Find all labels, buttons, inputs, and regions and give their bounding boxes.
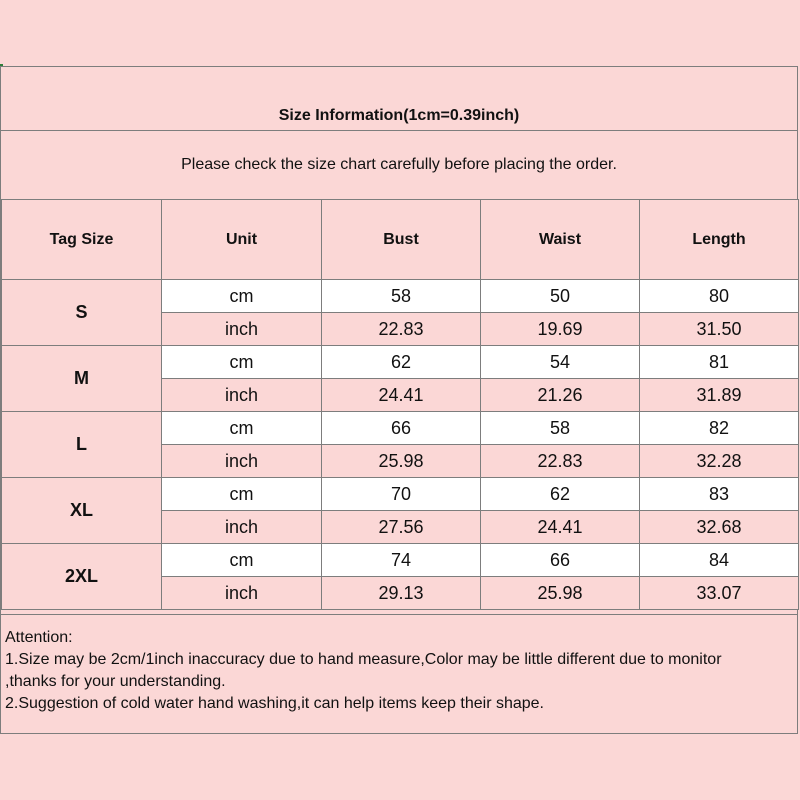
- header-bust: Bust: [322, 200, 481, 280]
- waist-cell: 62: [481, 478, 640, 511]
- unit-cell: cm: [162, 412, 322, 445]
- header-length: Length: [640, 200, 799, 280]
- waist-cell: 22.83: [481, 445, 640, 478]
- waist-cell: 58: [481, 412, 640, 445]
- length-cell: 32.68: [640, 511, 799, 544]
- waist-cell: 19.69: [481, 313, 640, 346]
- unit-cell: cm: [162, 280, 322, 313]
- unit-cell: inch: [162, 577, 322, 610]
- unit-cell: inch: [162, 445, 322, 478]
- unit-cell: inch: [162, 511, 322, 544]
- table-row: [2, 346, 799, 379]
- unit-cell: inch: [162, 379, 322, 412]
- waist-cell: 54: [481, 346, 640, 379]
- header-unit: Unit: [162, 200, 322, 280]
- waist-cell: 25.98: [481, 577, 640, 610]
- bust-cell: 25.98: [322, 445, 481, 478]
- table-row: [2, 478, 799, 511]
- header-tag-size: Tag Size: [2, 200, 162, 280]
- bust-cell: 29.13: [322, 577, 481, 610]
- length-cell: 32.28: [640, 445, 799, 478]
- waist-cell: 50: [481, 280, 640, 313]
- tag-size-cell: M: [2, 346, 162, 412]
- tag-size-cell: 2XL: [2, 544, 162, 610]
- size-table: [1, 199, 799, 610]
- tag-size-cell: S: [2, 280, 162, 346]
- tag-size-cell: L: [2, 412, 162, 478]
- tag-size-cell: XL: [2, 478, 162, 544]
- size-chart-subtitle: [1, 131, 797, 200]
- bust-cell: 22.83: [322, 313, 481, 346]
- length-cell: 84: [640, 544, 799, 577]
- length-cell: 83: [640, 478, 799, 511]
- unit-cell: cm: [162, 346, 322, 379]
- notes-line-1-continued: ,thanks for your understanding.: [5, 673, 226, 690]
- notes-heading: Attention:: [5, 629, 73, 646]
- title-text: Size Information(1cm=0.39inch): [278, 107, 520, 124]
- bust-cell: 74: [322, 544, 481, 577]
- table-header-row: [2, 200, 799, 280]
- size-chart-title: [1, 67, 797, 131]
- table-row: [2, 412, 799, 445]
- header-waist: Waist: [481, 200, 640, 280]
- length-cell: 81: [640, 346, 799, 379]
- bust-cell: 27.56: [322, 511, 481, 544]
- bust-cell: 58: [322, 280, 481, 313]
- table-row: [2, 280, 799, 313]
- bust-cell: 66: [322, 412, 481, 445]
- unit-cell: cm: [162, 478, 322, 511]
- bust-cell: 62: [322, 346, 481, 379]
- length-cell: 31.50: [640, 313, 799, 346]
- length-cell: 33.07: [640, 577, 799, 610]
- size-chart-sheet: [0, 66, 798, 734]
- bust-cell: 70: [322, 478, 481, 511]
- table-row: [2, 544, 799, 577]
- length-cell: 80: [640, 280, 799, 313]
- waist-cell: 24.41: [481, 511, 640, 544]
- waist-cell: 21.26: [481, 379, 640, 412]
- subtitle-text: Please check the size chart carefully before placing the order.: [181, 156, 617, 173]
- unit-cell: cm: [162, 544, 322, 577]
- notes-line-1: 1.Size may be 2cm/1inch inaccuracy due to hand measure,Color may be little different due to monitor: [5, 651, 722, 668]
- notes-line-2: 2.Suggestion of cold water hand washing,it can help items keep their shape.: [5, 695, 544, 712]
- bust-cell: 24.41: [322, 379, 481, 412]
- waist-cell: 66: [481, 544, 640, 577]
- attention-notes: [1, 614, 797, 734]
- length-cell: 31.89: [640, 379, 799, 412]
- length-cell: 82: [640, 412, 799, 445]
- unit-cell: inch: [162, 313, 322, 346]
